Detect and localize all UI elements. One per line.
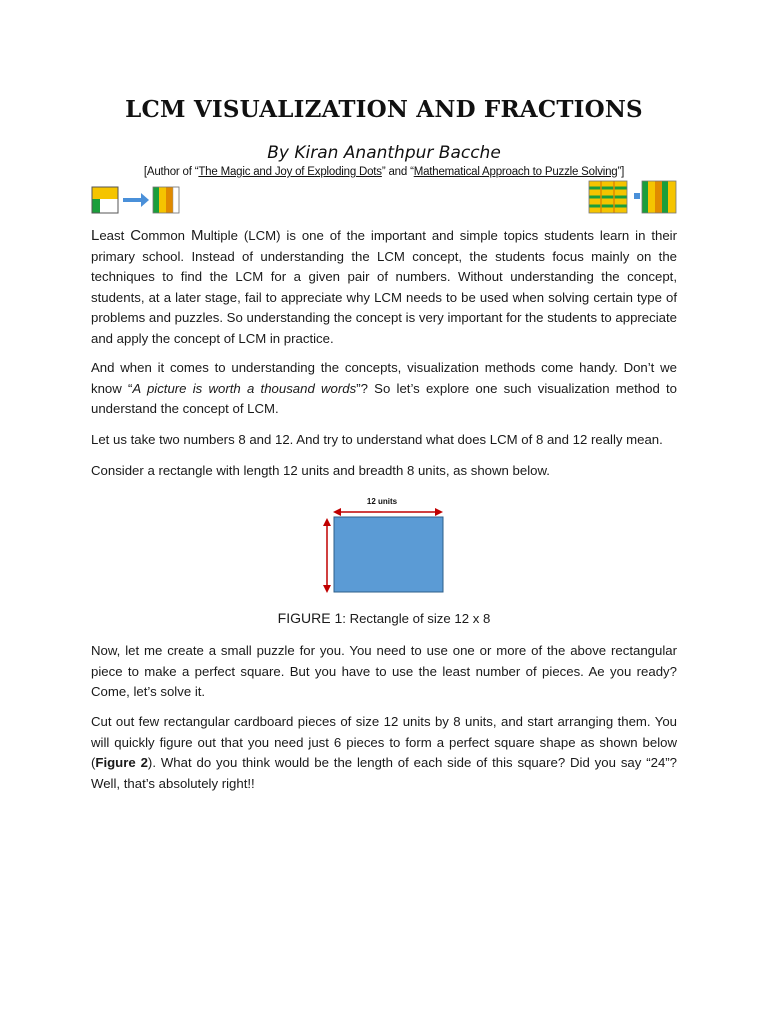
rectangle-shape [334,517,443,592]
paragraph-lcm-intro [91,226,677,350]
paragraph-puzzle: Now, let me create a small puzzle for you. You need to use one or more of the above rectangular piece to make a perfect square. But you have to use the least number of pieces. Ae you ready? Come, let’s solve it. [91,643,677,700]
paragraph-cut-pieces [91,712,677,794]
paragraph-cut-pieces-after: ). What do you think would be the length of each side of this square? Did you say “24”? Well, that’s absolutely right!! [91,755,678,791]
figure-rectangle-12x8 [318,492,448,596]
initial-L: L [91,227,100,244]
figure1-label: FIGURE 1 [277,610,343,626]
book-title-puzzle-solving: Mathematical Approach to Puzzle Solving [413,166,618,178]
paragraph-two-numbers: Let us take two numbers 8 and 12. And try to understand what does LCM of 8 and 12 really mean. [91,432,663,447]
paragraph-lcm-intro-text: (LCM) is one of the important and simple topics students learn in their primary school. Instead of understanding the LCM concept, the students focus mainly on the techniques to find the LCM for a given pair of numbers. Without understanding the concept, students, at a later stage, fail to appreciate why LCM needs to be used when solving certain type of problems and puzzles. So understanding the concept is very important for the students to appreciate and apply the concept of LCM in practice. [91,228,678,346]
byline [0,143,768,163]
paragraph-cut-pieces-before: Cut out few rectangular cardboard pieces of size 12 units by 8 units, and start arranging them. You will quickly figure out that you need just 6 pieces to form a perfect square shape as shown below ( [91,714,677,771]
word-east: east [99,228,131,243]
figure1-caption [0,610,768,626]
paragraph-visualization-after: ”? So let’s explore one such visualization method to understand the concept of LCM. [91,380,678,417]
book-title-exploding-dots: The Magic and Joy of Exploding Dots [198,166,382,178]
paragraph-consider-rectangle: Consider a rectangle with length 12 units and breadth 8 units, as shown below. [91,463,550,478]
word-ultiple: ultiple [203,228,238,243]
paragraph-visualization-before: And when it comes to understanding the concepts, visualization methods come handy. Don’t we know “ [91,360,677,396]
initial-C: C [130,227,142,244]
initial-M: M [190,227,204,244]
credit-open: [Author of “ [143,166,199,178]
document-title: LCM VISUALIZATION AND FRACTIONS [125,96,643,123]
author-name: Kiran Ananthpur Bacche [294,143,501,163]
author-credit [0,166,768,178]
quote-picture-worth: A picture is worth a thousand words [132,380,357,396]
stacked-bars-icon [588,179,678,215]
fraction-to-bars-icon [91,186,183,214]
width-label: 12 units [366,497,398,506]
figure2-reference: Figure 2 [95,755,148,771]
paragraph-visualization [91,358,677,420]
byline-prefix: By [267,143,289,163]
word-ommon: ommon [141,228,191,243]
credit-close: ”] [617,166,625,178]
credit-middle: ” and “ [381,166,414,178]
figure1-caption-text: : Rectangle of size 12 x 8 [342,611,491,626]
